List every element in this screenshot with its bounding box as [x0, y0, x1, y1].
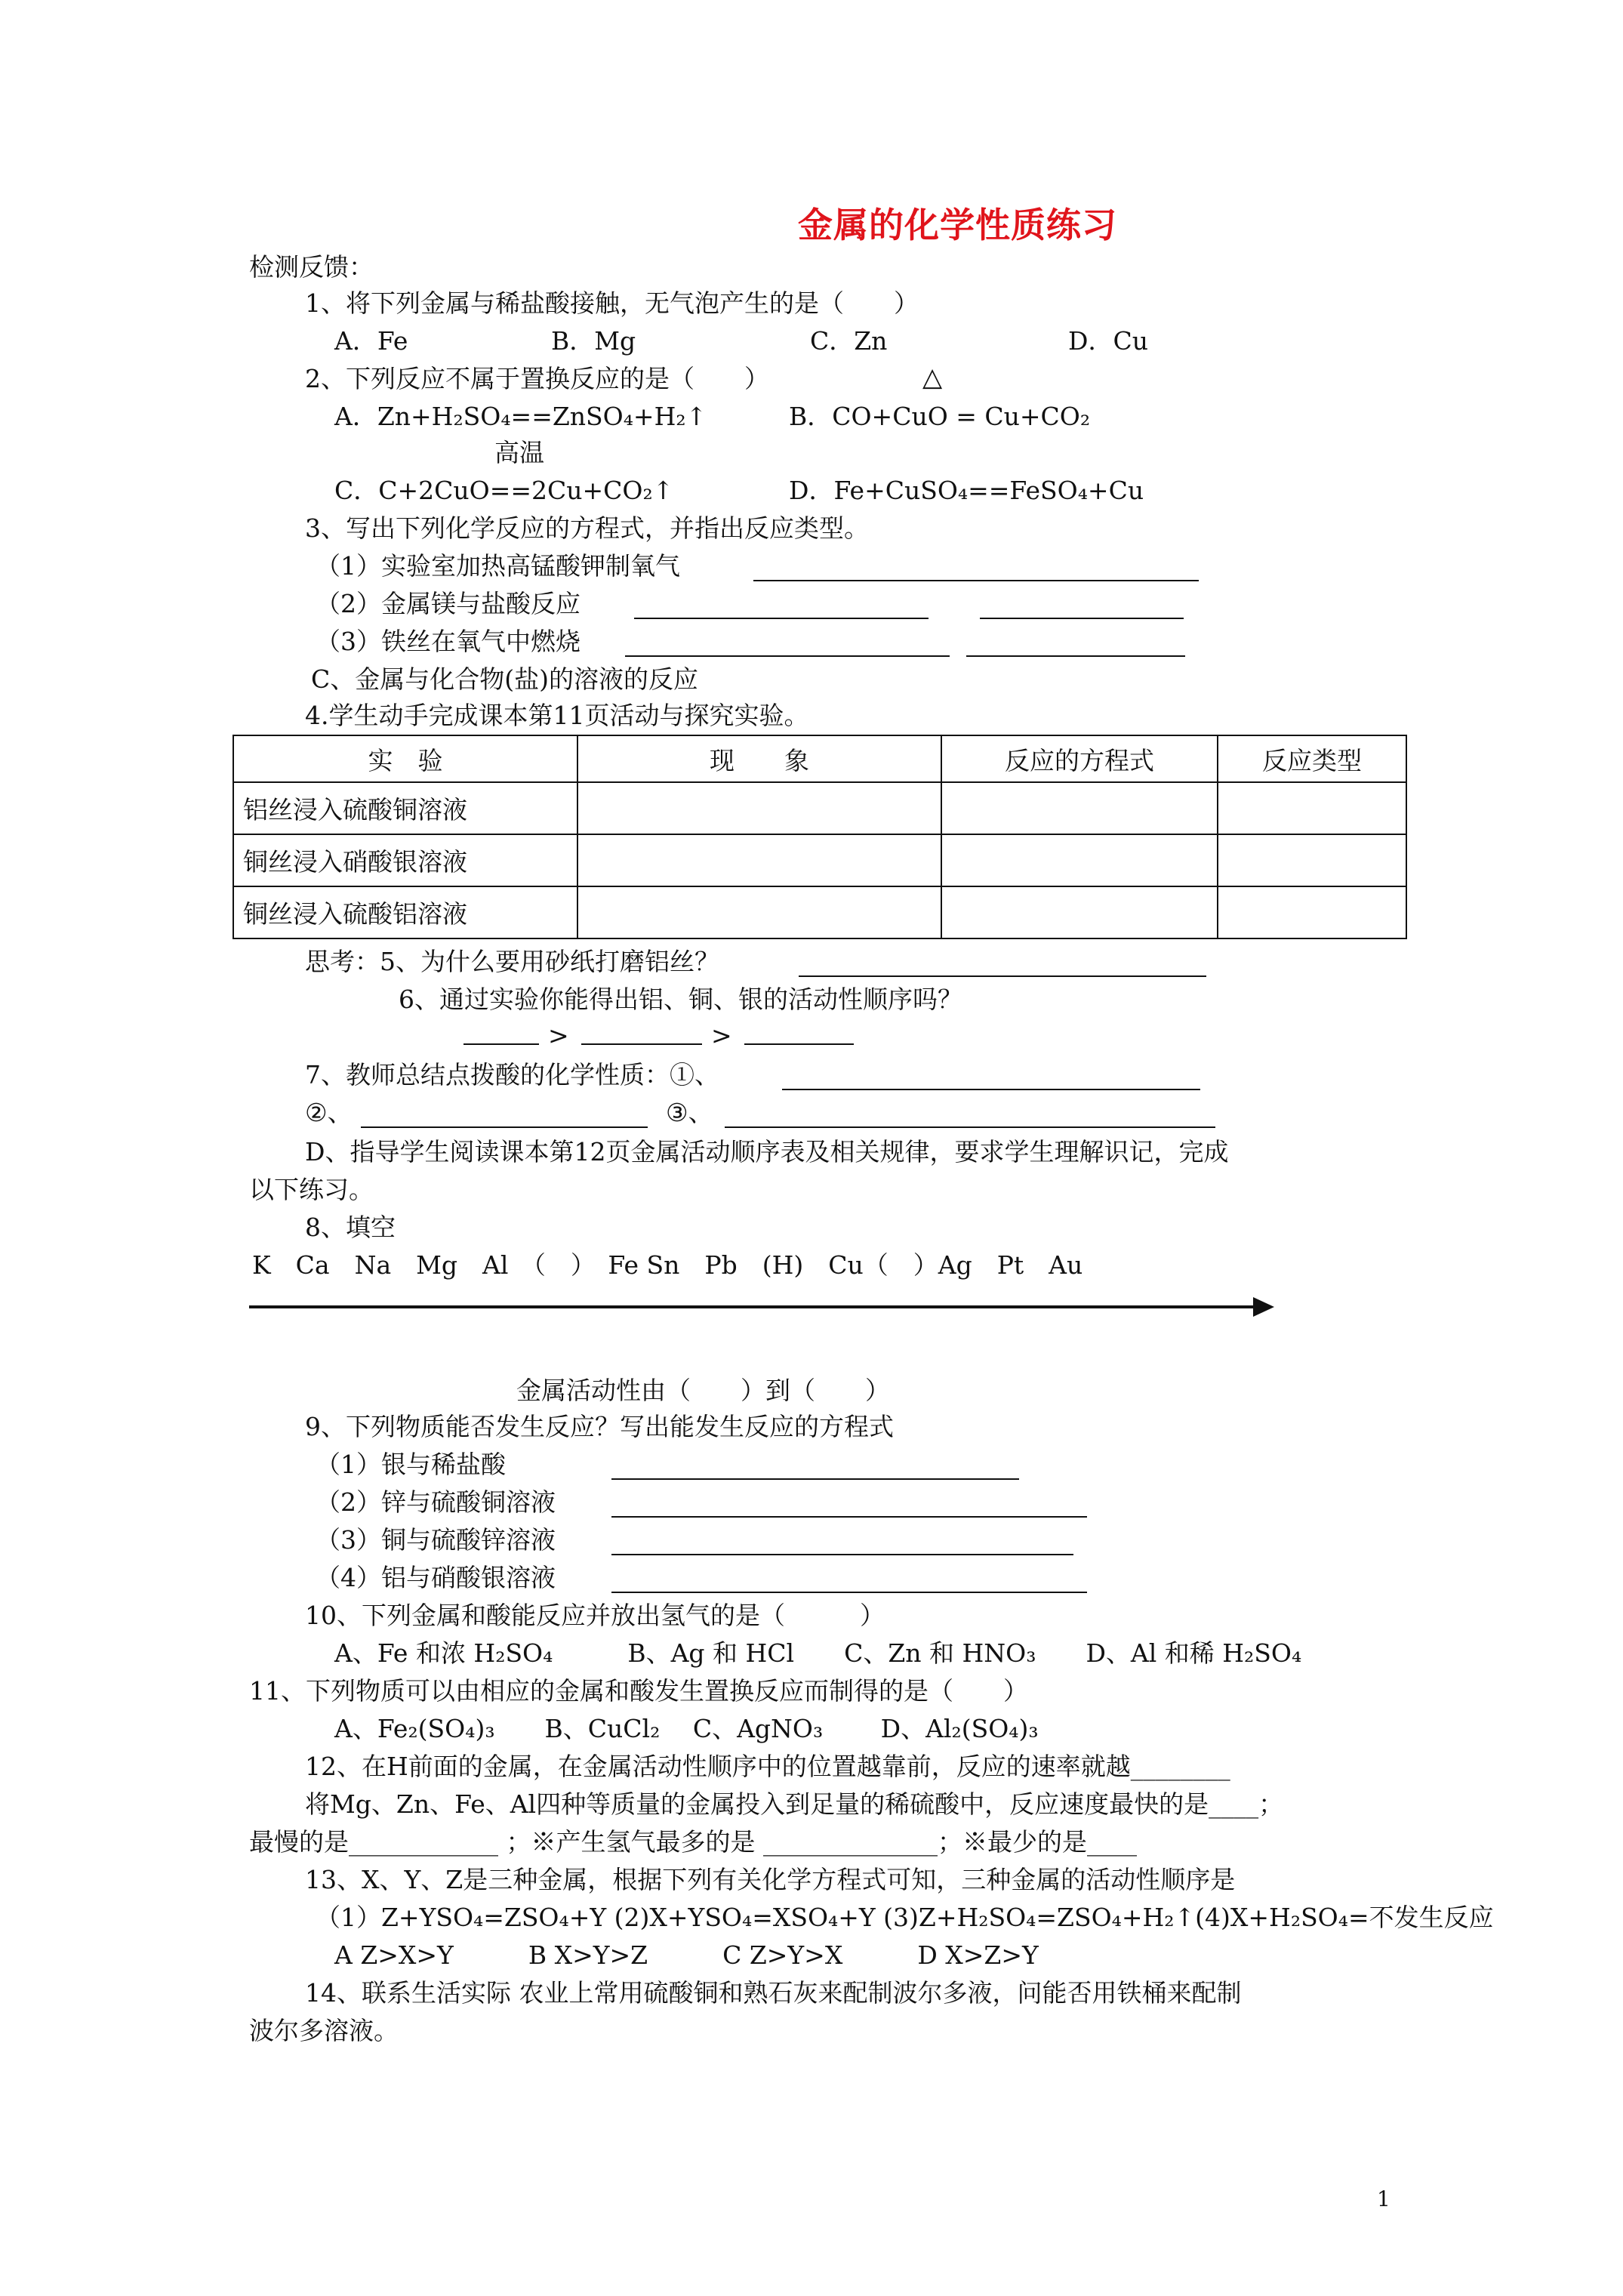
answer-blank[interactable]	[799, 953, 1206, 977]
table-cell-blank[interactable]	[1218, 834, 1406, 886]
table-cell-experiment: 铜丝浸入硫酸铝溶液	[233, 886, 577, 938]
answer-blank[interactable]	[980, 595, 1184, 619]
q8-stem: 8、填空	[305, 1213, 396, 1242]
answer-blank[interactable]	[1086, 557, 1199, 581]
q14-line2: 波尔多溶液。	[249, 2016, 399, 2045]
q12-line3: 最慢的是____________ ；※产生氢气最多的是 ______________；※最少的是____	[249, 1827, 1137, 1857]
arrow-line	[249, 1305, 1261, 1308]
answer-blank[interactable]	[782, 1066, 1200, 1090]
q12-line1: 12、在H前面的金属，在金属活动性顺序中的位置越靠前，反应的速率就越________	[305, 1752, 1230, 1781]
section-d-line1: D、指导学生阅读课本第12页金属活动顺序表及相关规律，要求学生理解识记，完成	[305, 1137, 1229, 1166]
greater-than: >	[548, 1021, 569, 1050]
table-cell-blank[interactable]	[1218, 782, 1406, 834]
answer-blank[interactable]	[581, 1021, 702, 1045]
q1-option-d: D．Cu	[1068, 326, 1148, 356]
table-header: 实 验	[233, 735, 577, 782]
table-cell-blank[interactable]	[577, 782, 941, 834]
q5-stem: 思考：5、为什么要用砂纸打磨铝丝？	[305, 947, 719, 976]
answer-blank[interactable]	[463, 1021, 539, 1045]
q13-options: A Z>X>Y B X>Y>Z C Z>Y>X D X>Z>Y	[334, 1940, 1039, 1970]
answer-blank[interactable]	[361, 1104, 648, 1128]
q2-stem: 2、下列反应不属于置换反应的是（ ）	[305, 364, 769, 393]
q2-option-b: B．CO+CuO = Cu+CO₂	[789, 402, 1091, 431]
q3-stem: 3、写出下列化学反应的方程式，并指出反应类型。	[305, 513, 869, 543]
q13-equations: （1）Z+YSO₄=ZSO₄+Y (2)X+YSO₄=XSO₄+Y (3)Z+H₂SO₄=ZSO₄+H₂↑(4)X+H₂SO₄=不发生反应	[316, 1903, 1494, 1932]
q7-item-3: ③、	[666, 1098, 713, 1127]
q1-option-c: C．Zn	[810, 326, 888, 356]
q11-stem: 11、下列物质可以由相应的金属和酸发生置换反应而制得的是（ ）	[249, 1676, 1028, 1706]
table-row	[233, 886, 1406, 938]
answer-blank[interactable]	[966, 633, 1185, 657]
answer-blank[interactable]	[611, 1569, 1087, 1593]
table-cell-blank[interactable]	[577, 834, 941, 886]
q1-stem: 1、将下列金属与稀盐酸接触，无气泡产生的是（ ）	[305, 288, 919, 318]
q11-options: A、Fe₂(SO₄)₃ B、CuCl₂ C、AgNO₃ D、Al₂(SO₄)₃	[334, 1714, 1039, 1743]
answer-blank[interactable]	[625, 633, 950, 657]
answer-blank[interactable]	[611, 1456, 1019, 1480]
page-title: 金属的化学性质练习	[798, 205, 1117, 245]
table-cell-blank[interactable]	[941, 886, 1218, 938]
answer-blank[interactable]	[611, 1531, 1073, 1555]
q4-stem: 4.学生动手完成课本第11页活动与探究实验。	[305, 701, 809, 730]
page-number: 1	[1377, 2187, 1390, 2211]
table-cell-blank[interactable]	[577, 886, 941, 938]
table-cell-blank[interactable]	[941, 782, 1218, 834]
q3-item-2: （2）金属镁与盐酸反应	[316, 589, 581, 618]
answer-blank[interactable]	[725, 1104, 1215, 1128]
table-cell-experiment: 铝丝浸入硫酸铜溶液	[233, 782, 577, 834]
answer-blank[interactable]	[753, 557, 1086, 581]
answer-blank[interactable]	[611, 1493, 1087, 1518]
table-header: 现 象	[577, 735, 941, 782]
q1-option-a: A．Fe	[334, 326, 408, 356]
q2-option-a: A．Zn+H₂SO₄==ZnSO₄+H₂↑	[334, 402, 707, 431]
q2-option-d: D．Fe+CuSO₄==FeSO₄+Cu	[789, 476, 1144, 505]
q9-item-4: （4）铝与硝酸银溶液	[316, 1563, 556, 1592]
q9-stem: 9、下列物质能否发生反应？写出能发生反应的方程式	[305, 1412, 894, 1441]
q9-item-1: （1）银与稀盐酸	[316, 1450, 506, 1479]
q3-item-3: （3）铁丝在氧气中燃烧	[316, 627, 581, 656]
q2-option-c: C．C+2CuO==2Cu+CO₂↑	[334, 476, 674, 505]
q2-condition-high-temp: 高温	[494, 438, 544, 467]
section-header: 检测反馈：	[249, 252, 374, 282]
q7-stem: 7、教师总结点拨酸的化学性质：①、	[305, 1060, 719, 1089]
q7-item-2: ②、	[305, 1098, 353, 1127]
activity-direction: 金属活动性由（ ）到（ ）	[516, 1376, 890, 1405]
table-header: 反应类型	[1218, 735, 1406, 782]
section-d-line2: 以下练习。	[249, 1175, 374, 1204]
greater-than: >	[711, 1021, 732, 1050]
table-row	[233, 782, 1406, 834]
answer-blank[interactable]	[634, 595, 929, 619]
q12-line2: 将Mg、Zn、Fe、Al四种等质量的金属投入到足量的稀硫酸中，反应速度最快的是____；	[305, 1789, 1284, 1819]
q14-line1: 14、联系生活实际 农业上常用硫酸铜和熟石灰来配制波尔多液，问能否用铁桶来配制	[305, 1978, 1242, 2008]
q13-stem: 13、X、Y、Z是三种金属，根据下列有关化学方程式可知，三种金属的活动性顺序是	[305, 1865, 1236, 1894]
table-row	[233, 834, 1406, 886]
arrow-head-icon	[1253, 1297, 1274, 1317]
q10-stem: 10、下列金属和酸能反应并放出氢气的是（ ）	[305, 1601, 885, 1630]
experiment-table	[233, 735, 1407, 939]
activity-series: K Ca Na Mg Al （ ） Fe Sn Pb (H) Cu（ ）Ag Pt Au	[252, 1250, 1083, 1280]
table-cell-blank[interactable]	[941, 834, 1218, 886]
q9-item-3: （3）铜与硫酸锌溶液	[316, 1525, 556, 1555]
q9-item-2: （2）锌与硫酸铜溶液	[316, 1487, 556, 1517]
heat-triangle-symbol: △	[922, 362, 943, 393]
q6-stem: 6、通过实验你能得出铝、铜、银的活动性顺序吗？	[399, 985, 962, 1014]
q10-options: A、Fe 和浓 H₂SO₄ B、Ag 和 HCl C、Zn 和 HNO₃ D、Al 和稀 H₂SO₄	[334, 1638, 1302, 1668]
table-cell-experiment: 铜丝浸入硝酸银溶液	[233, 834, 577, 886]
answer-blank[interactable]	[744, 1021, 854, 1045]
q1-option-b: B．Mg	[551, 326, 636, 356]
table-header: 反应的方程式	[941, 735, 1218, 782]
q3-item-1: （1）实验室加热高锰酸钾制氧气	[316, 551, 680, 581]
table-cell-blank[interactable]	[1218, 886, 1406, 938]
section-c-heading: C、金属与化合物(盐)的溶液的反应	[311, 664, 698, 694]
